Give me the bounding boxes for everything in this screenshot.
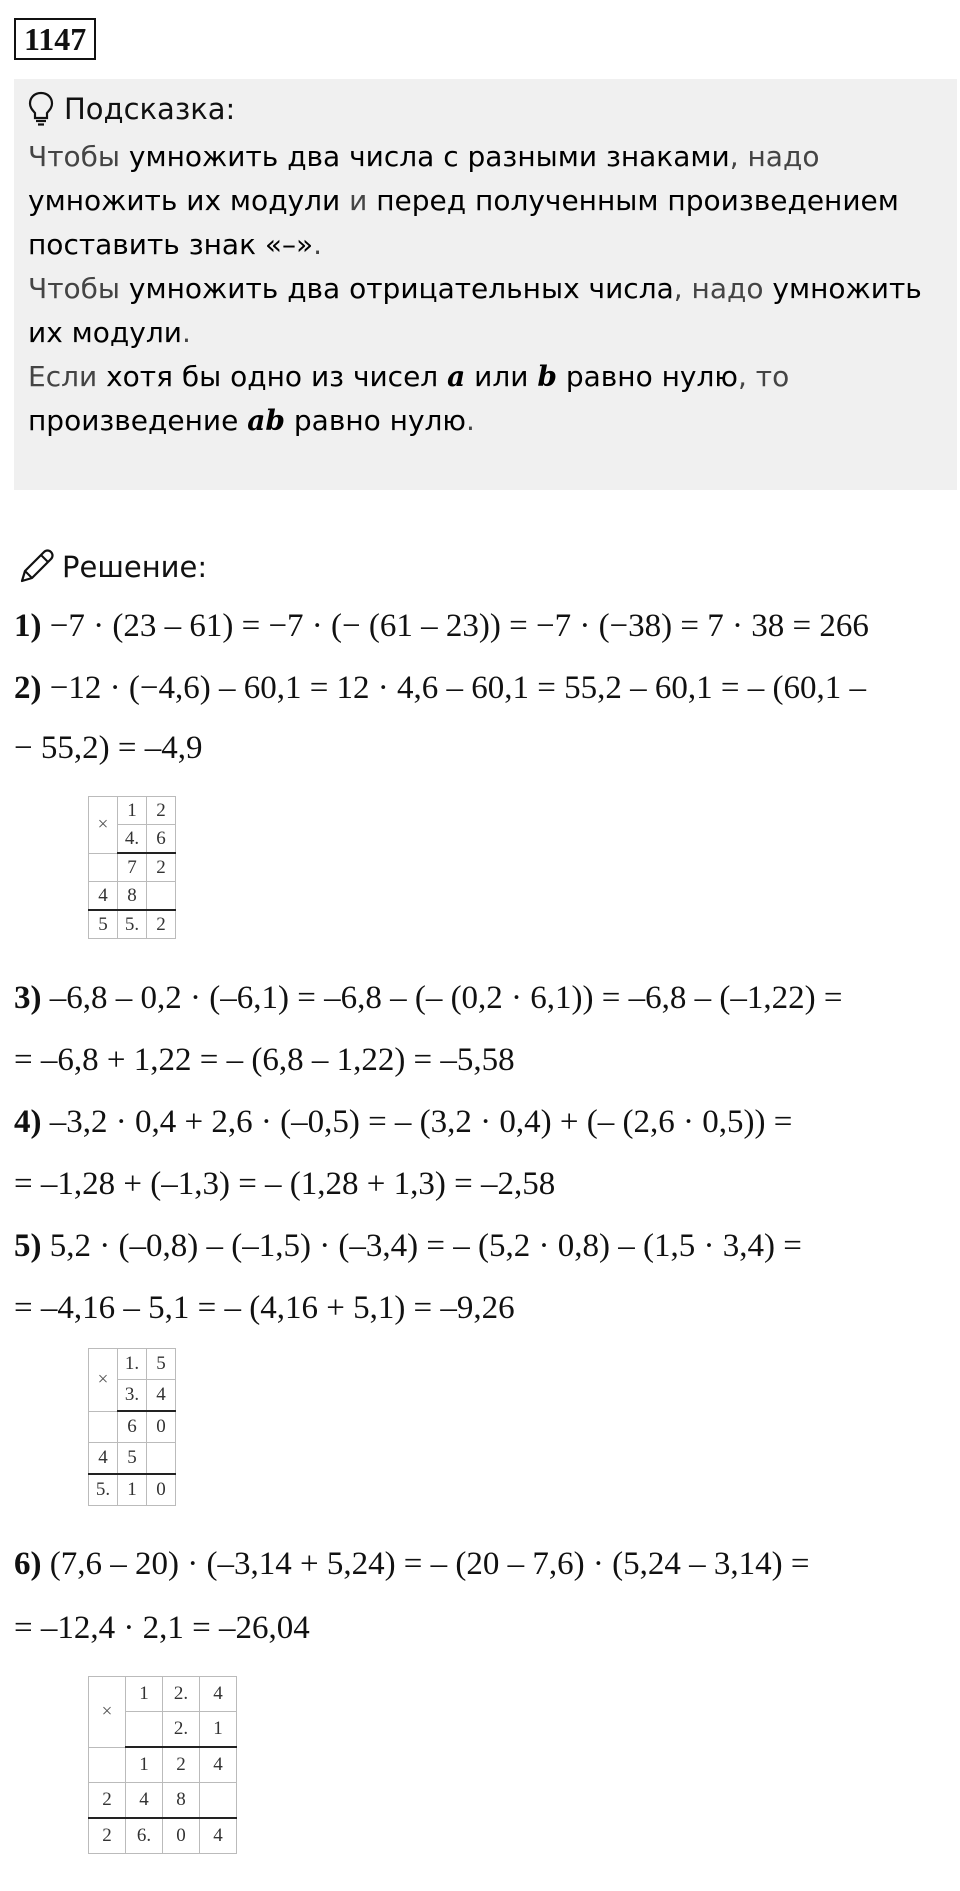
calc-row: 3. 4 <box>89 1380 176 1412</box>
task-number: 1147 <box>14 18 96 60</box>
solution-line-6-cont: = –12,4 · 2,1 = –26,04 <box>14 1610 310 1646</box>
solution-line-3: 3) –6,8 – 0,2 · (–6,1) = –6,8 – (– (0,2 · 6,1)) = –6,8 – (–1,22) = <box>14 980 843 1016</box>
calc-row: × 1 2. 4 <box>89 1677 237 1712</box>
calc-row: 5 5. 2 <box>89 910 176 939</box>
hint-paragraph-1: Чтобы умножить два числа с разными знаками, надо умножить их модули и перед полученным произведением поставить знак «–». <box>28 140 899 261</box>
solution-line-5-cont: = –4,16 – 5,1 = – (4,16 + 5,1) = –9,26 <box>14 1290 515 1326</box>
hint-title-text: Подсказка: <box>64 92 236 126</box>
calc-row: 1 2 4 <box>89 1747 237 1783</box>
pencil-icon <box>16 547 56 587</box>
calc-row: 5. 1 0 <box>89 1474 176 1506</box>
lightbulb-icon <box>28 91 54 127</box>
solution-line-6: 6) (7,6 – 20) · (–3,14 + 5,24) = – (20 – 7,6) · (5,24 – 3,14) = <box>14 1546 810 1582</box>
calc-table-3 <box>88 1676 237 1854</box>
hint-paragraph-3: Если хотя бы одно из чисел a или b равно нулю, то произведение ab равно нулю. <box>28 360 790 437</box>
hint-title <box>28 89 235 129</box>
calc-row: 2 6. 0 4 <box>89 1818 237 1854</box>
calc-row: 4 8 <box>89 882 176 911</box>
solution-line-1: 1) −7 · (23 – 61) = −7 · (− (61 – 23)) = −7 · (−38) = 7 · 38 = 266 <box>14 608 869 644</box>
hint-paragraph-2: Чтобы умножить два отрицательных числа, надо умножить их модули. <box>28 272 922 349</box>
hint-text <box>28 135 943 443</box>
calc-table-2 <box>88 1348 176 1506</box>
solution-line-3-cont: = –6,8 + 1,22 = – (6,8 – 1,22) = –5,58 <box>14 1042 515 1078</box>
solution-title <box>16 544 207 590</box>
solution-line-4-cont: = –1,28 + (–1,3) = – (1,28 + 1,3) = –2,58 <box>14 1166 556 1202</box>
calc-row: 6 0 <box>89 1411 176 1443</box>
solution-title-text: Решение: <box>62 550 208 584</box>
calc-row: 4. 6 <box>89 825 176 854</box>
calc-row: 2. 1 <box>89 1712 237 1748</box>
solution-line-2-cont: − 55,2) = –4,9 <box>14 730 203 766</box>
solution-line-2: 2) −12 · (−4,6) – 60,1 = 12 · 4,6 – 60,1 = 55,2 – 60,1 = – (60,1 – <box>14 670 867 706</box>
calc-row: × 1 2 <box>89 797 176 825</box>
solution-line-5: 5) 5,2 · (–0,8) – (–1,5) · (–3,4) = – (5,2 · 0,8) – (1,5 · 3,4) = <box>14 1228 802 1264</box>
calc-row: 2 4 8 <box>89 1783 237 1819</box>
calc-row: × 1. 5 <box>89 1349 176 1380</box>
hint-box <box>14 79 957 490</box>
calc-row: 4 5 <box>89 1443 176 1475</box>
solution-line-4: 4) –3,2 · 0,4 + 2,6 · (–0,5) = – (3,2 · 0,4) + (– (2,6 · 0,5)) = <box>14 1104 793 1140</box>
calc-table-1 <box>88 796 176 939</box>
calc-row: 7 2 <box>89 853 176 882</box>
